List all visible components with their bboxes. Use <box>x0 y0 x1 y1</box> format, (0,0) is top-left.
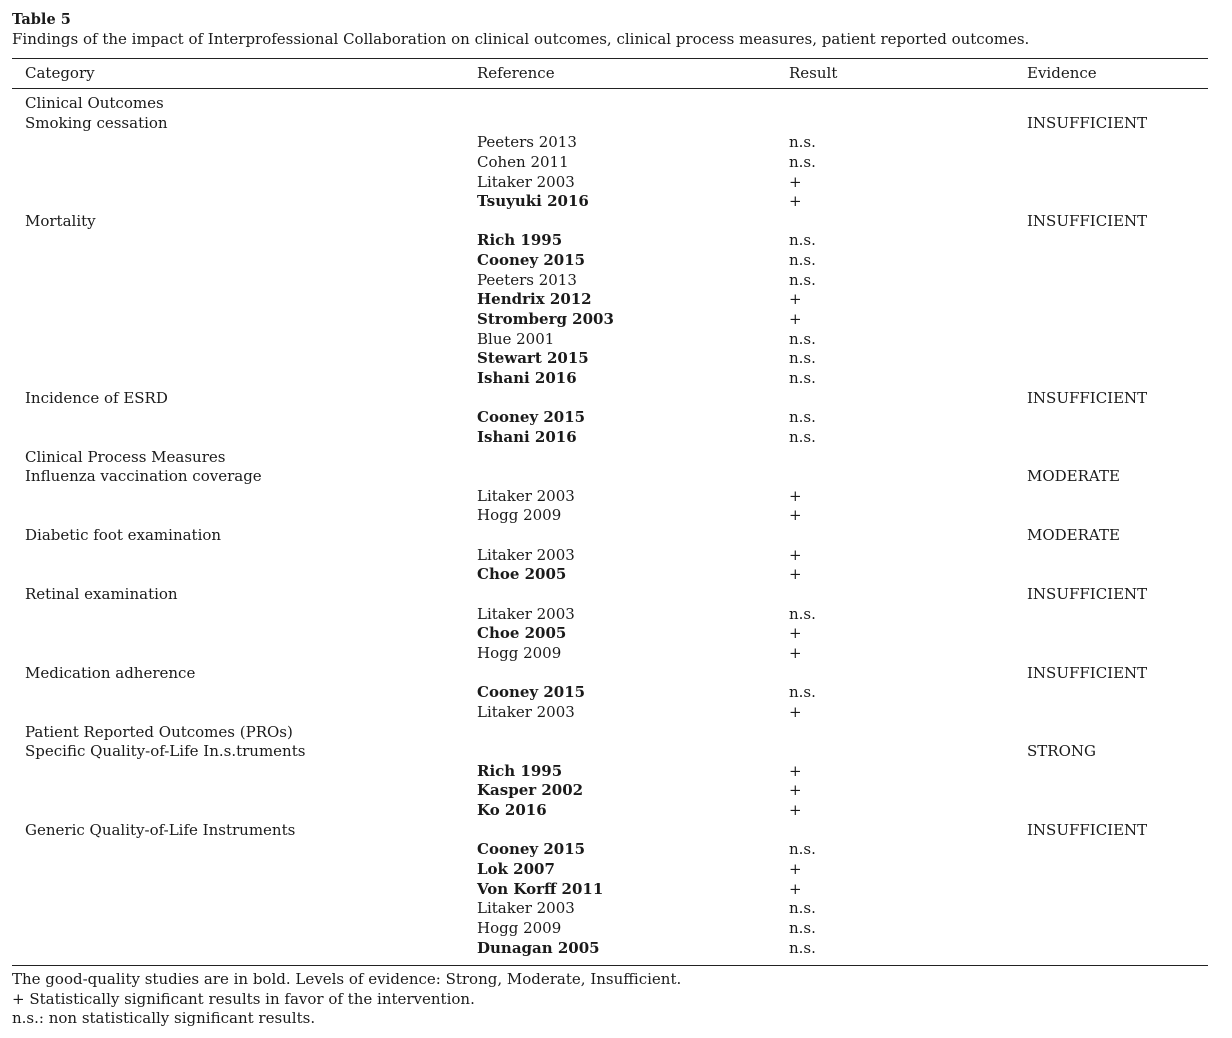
table-row <box>12 840 1208 860</box>
cell-reference: Blue 2001 <box>477 329 555 348</box>
cell-result: n.s. <box>789 251 816 270</box>
cell-result: n.s. <box>789 938 816 957</box>
cell-reference: Hendrix 2012 <box>477 290 592 309</box>
cell-reference: Rich 1995 <box>477 231 563 250</box>
table-row <box>12 408 1208 428</box>
cell-result: n.s. <box>789 427 816 446</box>
cell-reference: Stromberg 2003 <box>477 310 614 329</box>
table-row <box>12 251 1208 271</box>
cell-reference: Dunagan 2005 <box>477 938 600 957</box>
cell-result: + <box>789 624 802 643</box>
cell-reference: Litaker 2003 <box>477 899 575 918</box>
table-row <box>12 114 1208 134</box>
table-row <box>12 448 1208 468</box>
header-category: Category <box>25 64 95 82</box>
table-row <box>12 173 1208 193</box>
cell-reference: Ishani 2016 <box>477 427 577 446</box>
table-caption: Findings of the impact of Interprofessional Collaboration on clinical outcomes, clinical process measures, patient reported outcomes. <box>12 30 1030 48</box>
cell-category: Retinal examination <box>25 585 178 604</box>
header-reference: Reference <box>477 64 555 82</box>
cell-reference: Litaker 2003 <box>477 486 575 505</box>
cell-result: + <box>789 643 802 662</box>
cell-result: + <box>789 310 802 329</box>
cell-evidence: INSUFFICIENT <box>1027 388 1148 407</box>
cell-reference: Litaker 2003 <box>477 604 575 623</box>
cell-evidence: INSUFFICIENT <box>1027 585 1148 604</box>
table-row <box>12 565 1208 585</box>
table-row <box>12 94 1208 114</box>
cell-reference: Peeters 2013 <box>477 133 577 152</box>
cell-category: Clinical Process Measures <box>25 447 226 466</box>
table-row <box>12 821 1208 841</box>
table-row <box>12 467 1208 487</box>
table-row <box>12 231 1208 251</box>
cell-category: Influenza vaccination coverage <box>25 467 262 486</box>
table-body <box>12 89 1208 965</box>
cell-category: Mortality <box>25 211 96 230</box>
cell-category: Generic Quality-of-Life Instruments <box>25 820 296 839</box>
cell-category: Patient Reported Outcomes (PROs) <box>25 722 293 741</box>
cell-result: + <box>789 879 802 898</box>
cell-reference: Hogg 2009 <box>477 506 562 525</box>
cell-reference: Cooney 2015 <box>477 683 586 702</box>
cell-reference: Lok 2007 <box>477 859 555 878</box>
cell-evidence: INSUFFICIENT <box>1027 820 1148 839</box>
cell-evidence: MODERATE <box>1027 467 1120 486</box>
table-row <box>12 133 1208 153</box>
table-row <box>12 506 1208 526</box>
cell-reference: Litaker 2003 <box>477 702 575 721</box>
cell-result: n.s. <box>789 329 816 348</box>
table-row <box>12 290 1208 310</box>
cell-result: n.s. <box>789 231 816 250</box>
cell-result: n.s. <box>789 918 816 937</box>
table-row <box>12 349 1208 369</box>
cell-result: + <box>789 702 802 721</box>
cell-reference: Choe 2005 <box>477 565 567 584</box>
cell-evidence: STRONG <box>1027 742 1096 761</box>
cell-result: n.s. <box>789 152 816 171</box>
table-label: Table 5 <box>12 11 71 28</box>
table-row <box>12 605 1208 625</box>
cell-category: Diabetic foot examination <box>25 526 222 545</box>
table-row <box>12 723 1208 743</box>
table-row <box>12 762 1208 782</box>
cell-reference: Choe 2005 <box>477 624 567 643</box>
table-row <box>12 860 1208 880</box>
cell-reference: Cooney 2015 <box>477 251 586 270</box>
footnote: The good-quality studies are in bold. Levels of evidence: Strong, Moderate, Insufficient. <box>12 970 682 989</box>
cell-result: + <box>789 761 802 780</box>
table-row <box>12 801 1208 821</box>
table-row <box>12 271 1208 291</box>
cell-category: Medication adherence <box>25 663 196 682</box>
cell-result: + <box>789 545 802 564</box>
table-row <box>12 526 1208 546</box>
cell-reference: Von Korff 2011 <box>477 879 604 898</box>
footnote: + Statistically significant results in favor of the intervention. <box>12 989 475 1008</box>
table-row <box>12 703 1208 723</box>
cell-reference: Litaker 2003 <box>477 172 575 191</box>
table-row <box>12 624 1208 644</box>
footnote: n.s.: non statistically significant results. <box>12 1009 316 1028</box>
cell-evidence: MODERATE <box>1027 526 1120 545</box>
cell-reference: Tsuyuki 2016 <box>477 192 589 211</box>
cell-result: n.s. <box>789 349 816 368</box>
cell-evidence: INSUFFICIENT <box>1027 113 1148 132</box>
cell-reference: Cooney 2015 <box>477 408 586 427</box>
table-row <box>12 192 1208 212</box>
table-figure <box>12 10 1208 1029</box>
table-row <box>12 683 1208 703</box>
cell-reference: Ishani 2016 <box>477 368 577 387</box>
cell-result: n.s. <box>789 368 816 387</box>
cell-category: Clinical Outcomes <box>25 94 164 112</box>
table-row <box>12 389 1208 409</box>
cell-result: n.s. <box>789 604 816 623</box>
cell-result: + <box>789 565 802 584</box>
table-row <box>12 919 1208 939</box>
table-row <box>12 153 1208 173</box>
table-row <box>12 428 1208 448</box>
cell-category: Smoking cessation <box>25 113 168 132</box>
cell-reference: Peeters 2013 <box>477 270 577 289</box>
cell-result: n.s. <box>789 683 816 702</box>
table-row <box>12 546 1208 566</box>
cell-result: + <box>789 172 802 191</box>
table-row <box>12 330 1208 350</box>
table-row <box>12 664 1208 684</box>
cell-evidence: INSUFFICIENT <box>1027 663 1148 682</box>
cell-result: + <box>789 506 802 525</box>
bottom-rule <box>12 965 1208 966</box>
cell-result: + <box>789 192 802 211</box>
cell-evidence: INSUFFICIENT <box>1027 211 1148 230</box>
cell-result: n.s. <box>789 270 816 289</box>
table-row <box>12 939 1208 959</box>
table-row <box>12 487 1208 507</box>
header-evidence: Evidence <box>1027 64 1097 82</box>
cell-reference: Litaker 2003 <box>477 545 575 564</box>
table-row <box>12 899 1208 919</box>
cell-result: n.s. <box>789 899 816 918</box>
table-row <box>12 742 1208 762</box>
cell-result: n.s. <box>789 408 816 427</box>
cell-reference: Hogg 2009 <box>477 918 562 937</box>
table-row <box>12 644 1208 664</box>
table-row <box>12 880 1208 900</box>
cell-reference: Kasper 2002 <box>477 781 584 800</box>
cell-reference: Cohen 2011 <box>477 152 569 171</box>
table-row <box>12 212 1208 232</box>
table-footnotes <box>12 970 1208 1029</box>
cell-reference: Hogg 2009 <box>477 643 562 662</box>
cell-result: + <box>789 290 802 309</box>
table-row <box>12 369 1208 389</box>
cell-result: + <box>789 801 802 820</box>
cell-result: n.s. <box>789 840 816 859</box>
table-row <box>12 310 1208 330</box>
table-header-row <box>12 59 1208 88</box>
table-row <box>12 585 1208 605</box>
table-row <box>12 781 1208 801</box>
cell-category: Specific Quality-of-Life In.s.truments <box>25 742 306 761</box>
cell-result: n.s. <box>789 133 816 152</box>
header-result: Result <box>789 64 838 82</box>
cell-reference: Rich 1995 <box>477 761 563 780</box>
cell-reference: Stewart 2015 <box>477 349 589 368</box>
cell-result: + <box>789 486 802 505</box>
cell-reference: Ko 2016 <box>477 801 547 820</box>
cell-result: + <box>789 859 802 878</box>
cell-result: + <box>789 781 802 800</box>
cell-reference: Cooney 2015 <box>477 840 586 859</box>
cell-category: Incidence of ESRD <box>25 388 168 407</box>
